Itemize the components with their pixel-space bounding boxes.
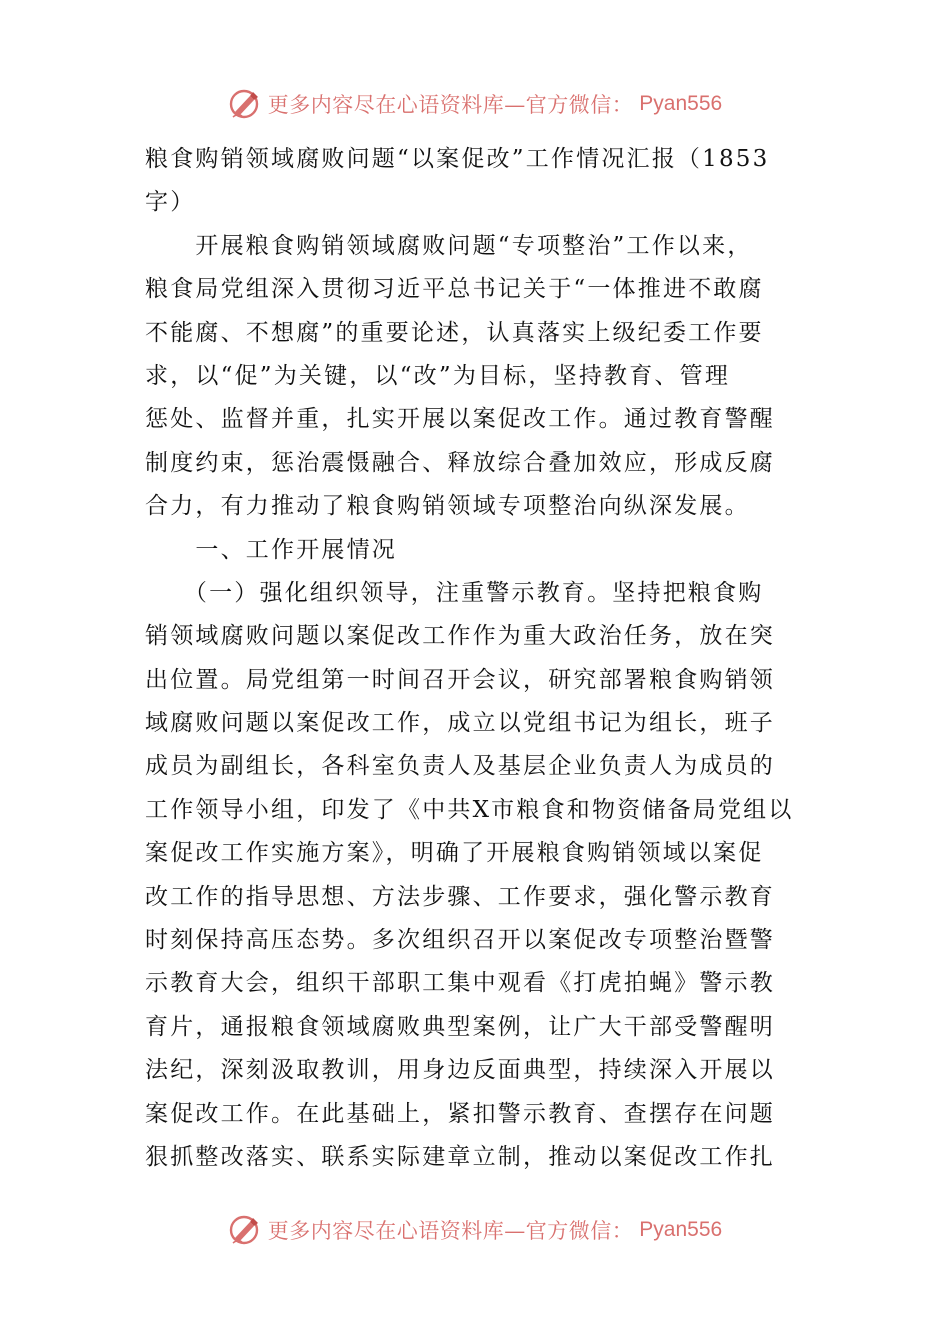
text-line: 销领域腐败问题以案促改工作作为重大政治任务，放在突 <box>145 623 775 650</box>
text-line: 育片，通报粮食领域腐败典型案例，让广大干部受警醒明 <box>145 1013 775 1040</box>
watermark-header-inner <box>228 87 722 121</box>
text-line: 制度约束，惩治震慑融合、释放综合叠加效应，形成反腐 <box>145 449 775 476</box>
text-line: 域腐败问题以案促改工作，成立以党组书记为组长，班子 <box>145 710 775 737</box>
text-line: 合力，有力推动了粮食购销领域专项整治向纵深发展。 <box>145 493 750 520</box>
watermark-footer-inner <box>228 1213 722 1247</box>
text-line: 不能腐、不想腐”的重要论述，认真落实上级纪委工作要 <box>145 319 764 346</box>
text-line: 惩处、监督并重，扎实开展以案促改工作。通过教育警醒 <box>145 406 775 433</box>
pen-seal-icon <box>228 1213 262 1247</box>
document-body <box>145 138 811 1179</box>
section-heading: 一、工作开展情况 <box>145 536 397 563</box>
document-title-line-1: 粮食购销领域腐败问题“以案促改”工作情况汇报（1853 <box>145 146 770 172</box>
text-line: 案促改工作实施方案》，明确了开展粮食购销领域以案促 <box>145 840 764 867</box>
text-line: 开展粮食购销领域腐败问题“专项整治”工作以来， <box>145 232 753 259</box>
text-line: （一）强化组织领导，注重警示教育。坚持把粮食购 <box>145 579 764 606</box>
watermark-footer <box>0 1210 950 1250</box>
watermark-header <box>0 84 950 124</box>
watermark-text: 更多内容尽在心语资料库—官方微信： <box>267 93 634 117</box>
text-line: 粮食局党组深入贯彻习近平总书记关于“一体推进不敢腐 <box>145 276 764 303</box>
text-line: 工作领导小组，印发了《中共X市粮食和物资储备局党组以 <box>145 796 794 823</box>
text-line: 狠抓整改落实、联系实际建章立制，推动以案促改工作扎 <box>145 1143 775 1170</box>
text-line: 求，以“促”为关键，以“改”为目标，坚持教育、管理 <box>145 362 731 389</box>
text-line: 出位置。局党组第一时间召开会议，研究部署粮食购销领 <box>145 666 775 693</box>
text-line: 成员为副组长，各科室负责人及基层企业负责人为成员的 <box>145 753 775 780</box>
watermark-wechat-id: Pyan556 <box>639 1218 723 1241</box>
text-line: 示教育大会，组织干部职工集中观看《打虎拍蝇》警示教 <box>145 970 775 997</box>
text-line: 案促改工作。在此基础上，紧扣警示教育、查摆存在问题 <box>145 1100 775 1127</box>
text-line: 改工作的指导思想、方法步骤、工作要求，强化警示教育 <box>145 883 775 910</box>
watermark-wechat-id: Pyan556 <box>639 92 723 115</box>
pen-seal-icon <box>228 87 262 121</box>
text-line: 法纪，深刻汲取教训，用身边反面典型，持续深入开展以 <box>145 1057 775 1084</box>
text-line: 时刻保持高压态势。多次组织召开以案促改专项整治暨警 <box>145 927 775 954</box>
watermark-text: 更多内容尽在心语资料库—官方微信： <box>267 1219 634 1243</box>
document-title-line-2: 字） <box>145 189 196 216</box>
